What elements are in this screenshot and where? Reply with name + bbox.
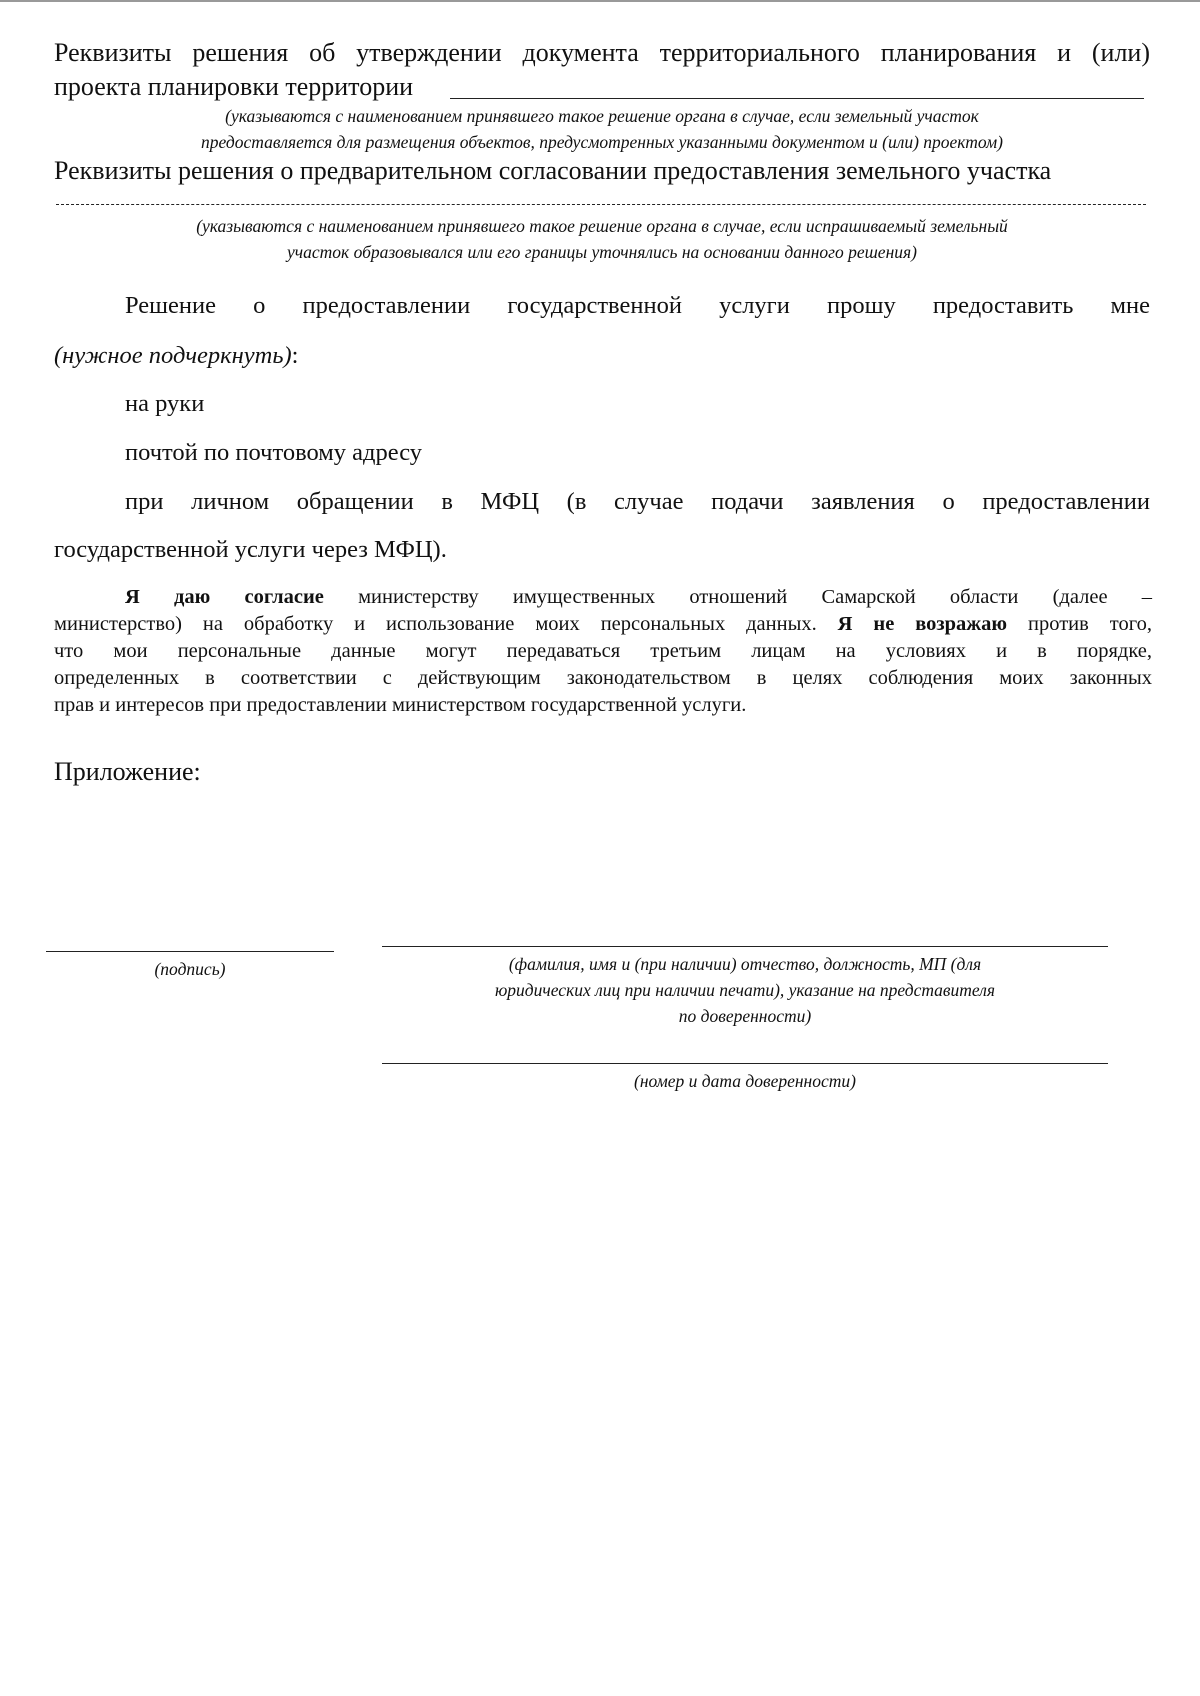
consent-line1: Я даю согласие министерству имущественных отношений Самарской области (далее – [125, 586, 1153, 608]
delivery-option-in-person[interactable]: на руки [125, 390, 205, 417]
name-caption-line1: (фамилия, имя и (при наличии) отчество, должность, МП (для [508, 954, 982, 974]
preliminary-requisites-field[interactable] [56, 204, 1146, 205]
planning-note-line2: предоставляется для размещения объектов, предусмотренных указанными документом и (или) проектом) [201, 132, 1003, 152]
planning-note-line1: (указываются с наименованием принявшего такое решение органа в случае, если земельный участок [225, 106, 979, 126]
name-position-field[interactable] [382, 946, 1108, 947]
proxy-field[interactable] [382, 1063, 1108, 1064]
delivery-option-mfc-line1[interactable]: при личном обращении в МФЦ (в случае подачи заявления о предоставлении [125, 488, 1150, 515]
preliminary-note-line2: участок образовывался или его границы уточнялись на основании данного решения) [287, 242, 917, 262]
planning-requisites-field[interactable] [450, 98, 1144, 99]
name-caption-line3: по доверенности) [678, 1006, 812, 1026]
signature-caption: (подпись) [154, 959, 226, 979]
name-caption-line2: юридических лиц при наличии печати), указание на представителя [494, 980, 996, 1000]
delivery-intro: Решение о предоставлении государственной услуги прошу предоставить мне [125, 292, 1150, 319]
proxy-caption: (номер и дата доверенности) [634, 1071, 856, 1091]
consent-line2: министерство) на обработку и использование моих персональных данных. Я не возражаю против того, [54, 613, 1152, 635]
delivery-hint: (нужное подчеркнуть) [54, 342, 292, 369]
delivery-hint-wrap [54, 340, 298, 372]
preliminary-requisites-line1: Реквизиты решения о предварительном согласовании предоставления земельного участка [54, 156, 1052, 185]
planning-requisites-line2: проекта планировки территории [54, 72, 414, 101]
attachment-label: Приложение: [54, 757, 201, 786]
top-border [0, 0, 1200, 2]
delivery-option-mfc-line2[interactable]: государственной услуги через МФЦ). [54, 536, 447, 563]
planning-requisites-line1: Реквизиты решения об утверждении документа территориального планирования и (или) [54, 38, 1150, 67]
consent-line3: что мои персональные данные могут передаваться третьим лицам на условиях и в порядке, [54, 640, 1152, 662]
consent-line4: определенных в соответствии с действующим законодательством в целях соблюдения моих законных [54, 667, 1152, 689]
consent-bold1: Я даю согласие [125, 586, 324, 608]
consent-line5: прав и интересов при предоставлении министерством государственной услуги. [54, 694, 747, 716]
preliminary-note-line1: (указываются с наименованием принявшего такое решение органа в случае, если испрашиваемый земельный [196, 216, 1008, 236]
signature-field[interactable] [46, 951, 334, 952]
consent-bold2: Я не возражаю [837, 613, 1008, 635]
delivery-hint-colon: : [291, 342, 299, 369]
delivery-option-mail[interactable]: почтой по почтовому адресу [125, 439, 423, 466]
